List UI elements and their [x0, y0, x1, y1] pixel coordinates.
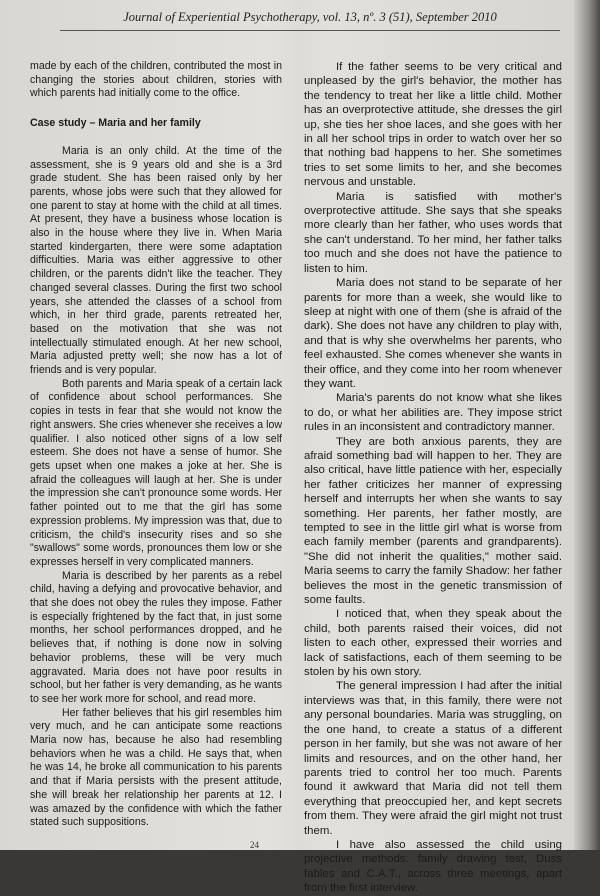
paragraph: I have also assessed the child using projective methods: family drawing test, Duss fables and C.A.T., across three meetings, apart from the first interview. [304, 838, 562, 895]
paragraph-continued: made by each of the children, contributed the most in changing the stories about children, stories with which parents had initially come to the office. [30, 60, 282, 100]
right-column [304, 60, 562, 896]
book-spine-shadow [574, 0, 600, 850]
left-column [30, 60, 282, 830]
paragraph: Maria is described by her parents as a rebel child, having a defying and provocative behavior, and that she does not obey the rules they impose. Father is especially frightened by the fact that, in just some months, her school performances dropped, and he believes that, if nothing is done now in solving behavior problems, these will be very much aggravated. Maria does not have poor results in school, but her father is very demanding, as he wants to see her work more for school, and read more. [30, 569, 282, 705]
paragraph: Both parents and Maria speak of a certain lack of confidence about school performances. She copies in tests in fear that she would not know the right answers. She cries whenever she receives a low qualifier. I also noticed other signs of a low self esteem. She does not have a sense of humor. She gets upset when one makes a joke at her. She is afraid the colleagues will laugh at her. She is under the impression she can't pronounce some words. Her father pointed out to me that the girl has some expression problems. My impression was that, due to criticism, the child's insecurity rises and so she "swallows" some words, pronounces them low or she expresses herself in very complicated manners. [30, 377, 283, 568]
paragraph: The general impression I had after the initial interviews was that, in this family, there were not any personal boundaries. Maria was struggling, on the one hand, to create a status of a different person in her family, but she was not aware of her limits and resources, and on the other hand, her parents tried to control her too much. Parents found it awkward that Maria did not tell them everything that preoccupied her, and kept secrets from them. They were afraid the girl might not trust them. [304, 680, 562, 837]
paragraph: Maria is an only child. At the time of the assessment, she is 9 years old and she is a 3rd grade student. She has been raised only by her parents, whose jobs were such that they allowed for one parent to stay at home with the child at all times. At present, they have a business whose location is also in the house where they live in. When Maria started kindergarten, there were some adaptation difficulties. Maria was either aggressive to other children, or the parents didn't like the teacher. They changed several classes. During the first two school years, she attended the classes of a school from which, in her third grade, parents retreated her, based on the motivation that she was not intellectually stimulated enough. At her new school, Maria adjusted pretty well; she now has a lot of friends and is very popular. [30, 144, 282, 377]
paragraph: Maria is satisfied with mother's overprotective attitude. She says that she speaks more clearly than her father, who uses words that she can't understand. To her mind, her father talks too much and she does not have the patience to listen to him. [304, 190, 562, 275]
paragraph: Maria's parents do not know what she likes to do, or what her abilities are. They impose strict rules in an inconsistent and contradictory manner. [304, 392, 562, 434]
paragraph: Her father believes that his girl resembles him very much, and he can anticipate some reactions Maria now has, because he also had resembling behaviors when he was a child. He says that, when he was 14, he broke all communication to his parents and that if Maria persists with the present attitude, she will break her relationship her parents at 12. I was amazed by the confidence with which the father stated such suppositions. [30, 706, 282, 829]
paragraph: I noticed that, when they speak about the child, both parents raised their voices, did not listen to each other, expressed their worries and lack of satisfactions, each of them seeming to be stolen by his own story. [304, 608, 562, 679]
paragraph: They are both anxious parents, they are afraid something bad will happen to her. They are also critical, have little patience with her, especially her father criticizes her manner of expressing herself and interrupts her when she wants to say something. Her parents, her father mostly, are tempted to see in the little girl what is worse from each family member (parents and grandparents). "She did not inherit the qualities," mother said. Maria seems to carry the family Shadow: her father believes the most in the genetic transmission of some faults. [304, 435, 562, 607]
paragraph: Maria does not stand to be separate of her parents for more than a week, she would like to sleep at night with one of them (she is afraid of the dark). She does not have any children to play with, and that is why she overwhelms her parents, who feel exhausted. She comes whenever she wants in their office, and they come into her room whenever they want. [304, 277, 562, 390]
section-heading: Case study – Maria and her family [30, 117, 201, 130]
paragraph: If the father seems to be very critical and unpleased by the girl's behavior, the mother has the tendency to treat her like a little child. Mother has an overprotective attitude, she dresses the girl up, she ties her shoe laces, and she goes with her in all her school trips in order to watch over her so that nothing bad happens to her. She sometimes tries to set some limits to her, and she becomes nervous and unstable. [304, 61, 562, 189]
page-number: 24 [250, 840, 259, 850]
running-header: Journal of Experiential Psychotherapy, vol. 13, nº. 3 (51), September 2010 [60, 10, 560, 31]
